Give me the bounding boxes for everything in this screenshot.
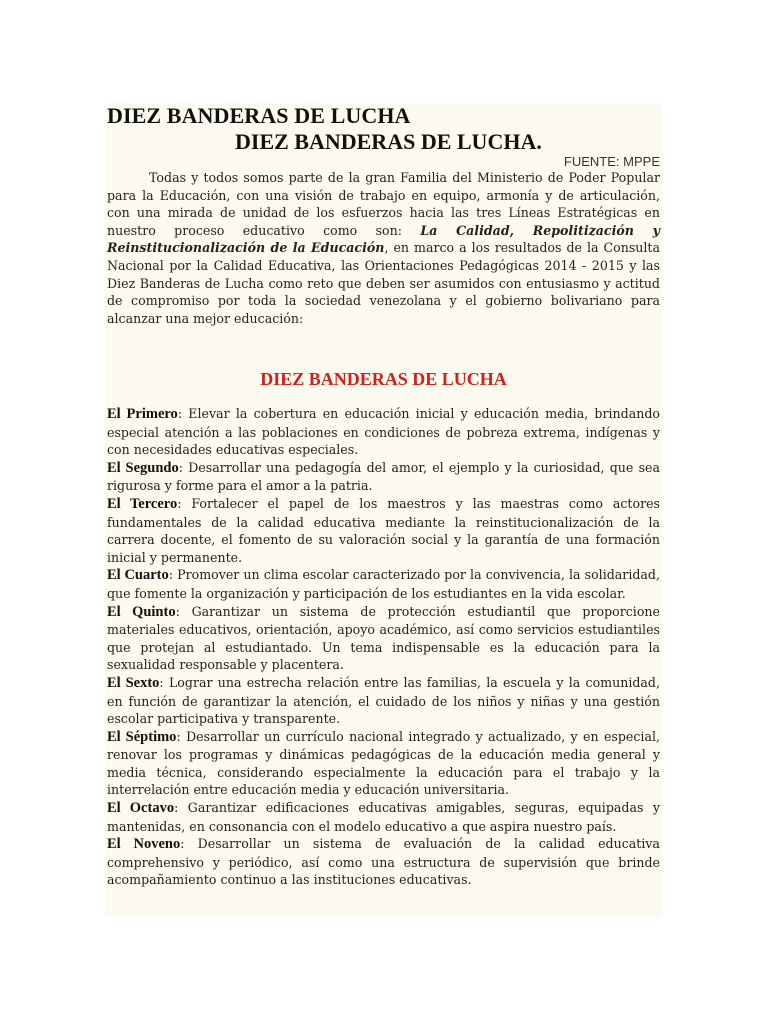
item-separator: : xyxy=(177,495,182,511)
section-heading: DIEZ BANDERAS DE LUCHA xyxy=(260,369,507,389)
list-item xyxy=(107,674,660,728)
item-text: Promover un clima escolar caracterizado por la convivencia, la solidaridad, que fomente la organización y participación de los estudiantes en la vida escolar. xyxy=(107,567,660,601)
item-text: Fortalecer el papel de los maestros y las maestras como actores fundamentales de la calidad educativa mediante la reinstitucionalización de la carrera docente, el fomento de su valoración social y la garantía de una formación inicial y permanente. xyxy=(107,495,661,565)
item-separator: : xyxy=(178,459,183,475)
intro-text-after: , en marco a los resultados de la Consulta Nacional por la Calidad Educativa, las Orientaciones Pedagógicas 2014 - 2015 y las Diez Banderas de Lucha como reto que deben ser asumidos con entusiasmo y actitud de compromiso por toda la sociedad venezolana y el gobierno bolivariano para alcanzar una mejor educación: xyxy=(107,240,660,326)
list-item xyxy=(107,459,660,495)
document-subtitle: DIEZ BANDERAS DE LUCHA. xyxy=(235,129,542,154)
item-lead: El Primero xyxy=(107,406,178,422)
list-item xyxy=(107,799,660,835)
item-text: Elevar la cobertura en educación inicial y educación media, brindando especial atención a las poblaciones en condiciones de pobreza extrema, indígenas y con necesidades educativas especiales. xyxy=(107,406,660,458)
item-lead: El Tercero xyxy=(107,495,178,512)
item-text: Desarrollar un currículo nacional integrado y actualizado, y en especial, renovar los programas y dinámicas pedagógicas de la educación media general y media técnica, considerando especialmente la educación para el trabajo y la interrelación entre educación media y educación universitaria. xyxy=(107,728,661,798)
item-text: Desarrollar un sistema de evaluación de la calidad educativa comprehensivo y periódico, así como una estructura de supervisión que brinde acompañamiento continuo a las instituciones educativas. xyxy=(107,836,661,888)
item-separator: : xyxy=(180,836,185,852)
intro-paragraph xyxy=(107,169,660,327)
item-separator: : xyxy=(168,567,173,583)
item-lead: El Quinto xyxy=(107,603,176,620)
list-item xyxy=(107,835,660,889)
item-separator: : xyxy=(175,603,180,619)
item-lead: El Sexto xyxy=(107,674,160,691)
banderas-list xyxy=(107,405,660,889)
item-text: Garantizar edificaciones educativas amigables, seguras, equipadas y mantenidas, en consonancia con el modelo educativo a que aspira nuestro país. xyxy=(107,800,660,834)
item-lead: El Octavo xyxy=(107,800,175,817)
item-separator: : xyxy=(176,728,181,744)
item-text: Lograr una estrecha relación entre las familias, la escuela y la comunidad, en función de garantizar la atención, el cuidado de los niños y niñas y una gestión escolar participativa y transparente. xyxy=(107,674,660,727)
item-lead: El Séptimo xyxy=(107,728,177,745)
item-lead: El Noveno xyxy=(107,836,181,853)
item-text: Garantizar un sistema de protección estudiantil que proporcione materiales educativos, orientación, apoyo académico, así como servicios estudiantiles que protejan al estudiantado. Un tema indispensable es la educación para la sexualidad responsable y placentera. xyxy=(107,603,660,673)
intro-text-before: Todas y todos somos parte de la gran Familia del Ministerio de Poder Popular para la Educación, con una visión de trabajo en equipo, armonía y de articulación, con una mirada de unidad de los esfuerzos hacia las tres Líneas Estratégicas en nuestro proceso educativo como son: xyxy=(107,170,660,238)
item-separator: : xyxy=(177,406,183,421)
item-lead: El Segundo xyxy=(107,459,179,476)
list-item xyxy=(107,603,660,674)
list-item xyxy=(107,495,660,566)
item-lead: El Cuarto xyxy=(107,567,169,584)
item-separator: : xyxy=(159,674,164,690)
document-title: DIEZ BANDERAS DE LUCHA xyxy=(107,103,411,128)
list-item xyxy=(107,405,660,459)
item-text: Desarrollar una pedagogía del amor, el ejemplo y la curiosidad, que sea rigurosa y forme para el amor a la patria. xyxy=(107,459,660,494)
document-page xyxy=(105,103,662,917)
intro-emphasis: La Calidad, Repolitización y Reinstitucionalización de la Educación xyxy=(107,222,660,256)
list-item xyxy=(107,728,660,799)
item-separator: : xyxy=(174,800,179,816)
list-item xyxy=(107,566,660,602)
source-line: FUENTE: MPPE xyxy=(563,154,660,169)
